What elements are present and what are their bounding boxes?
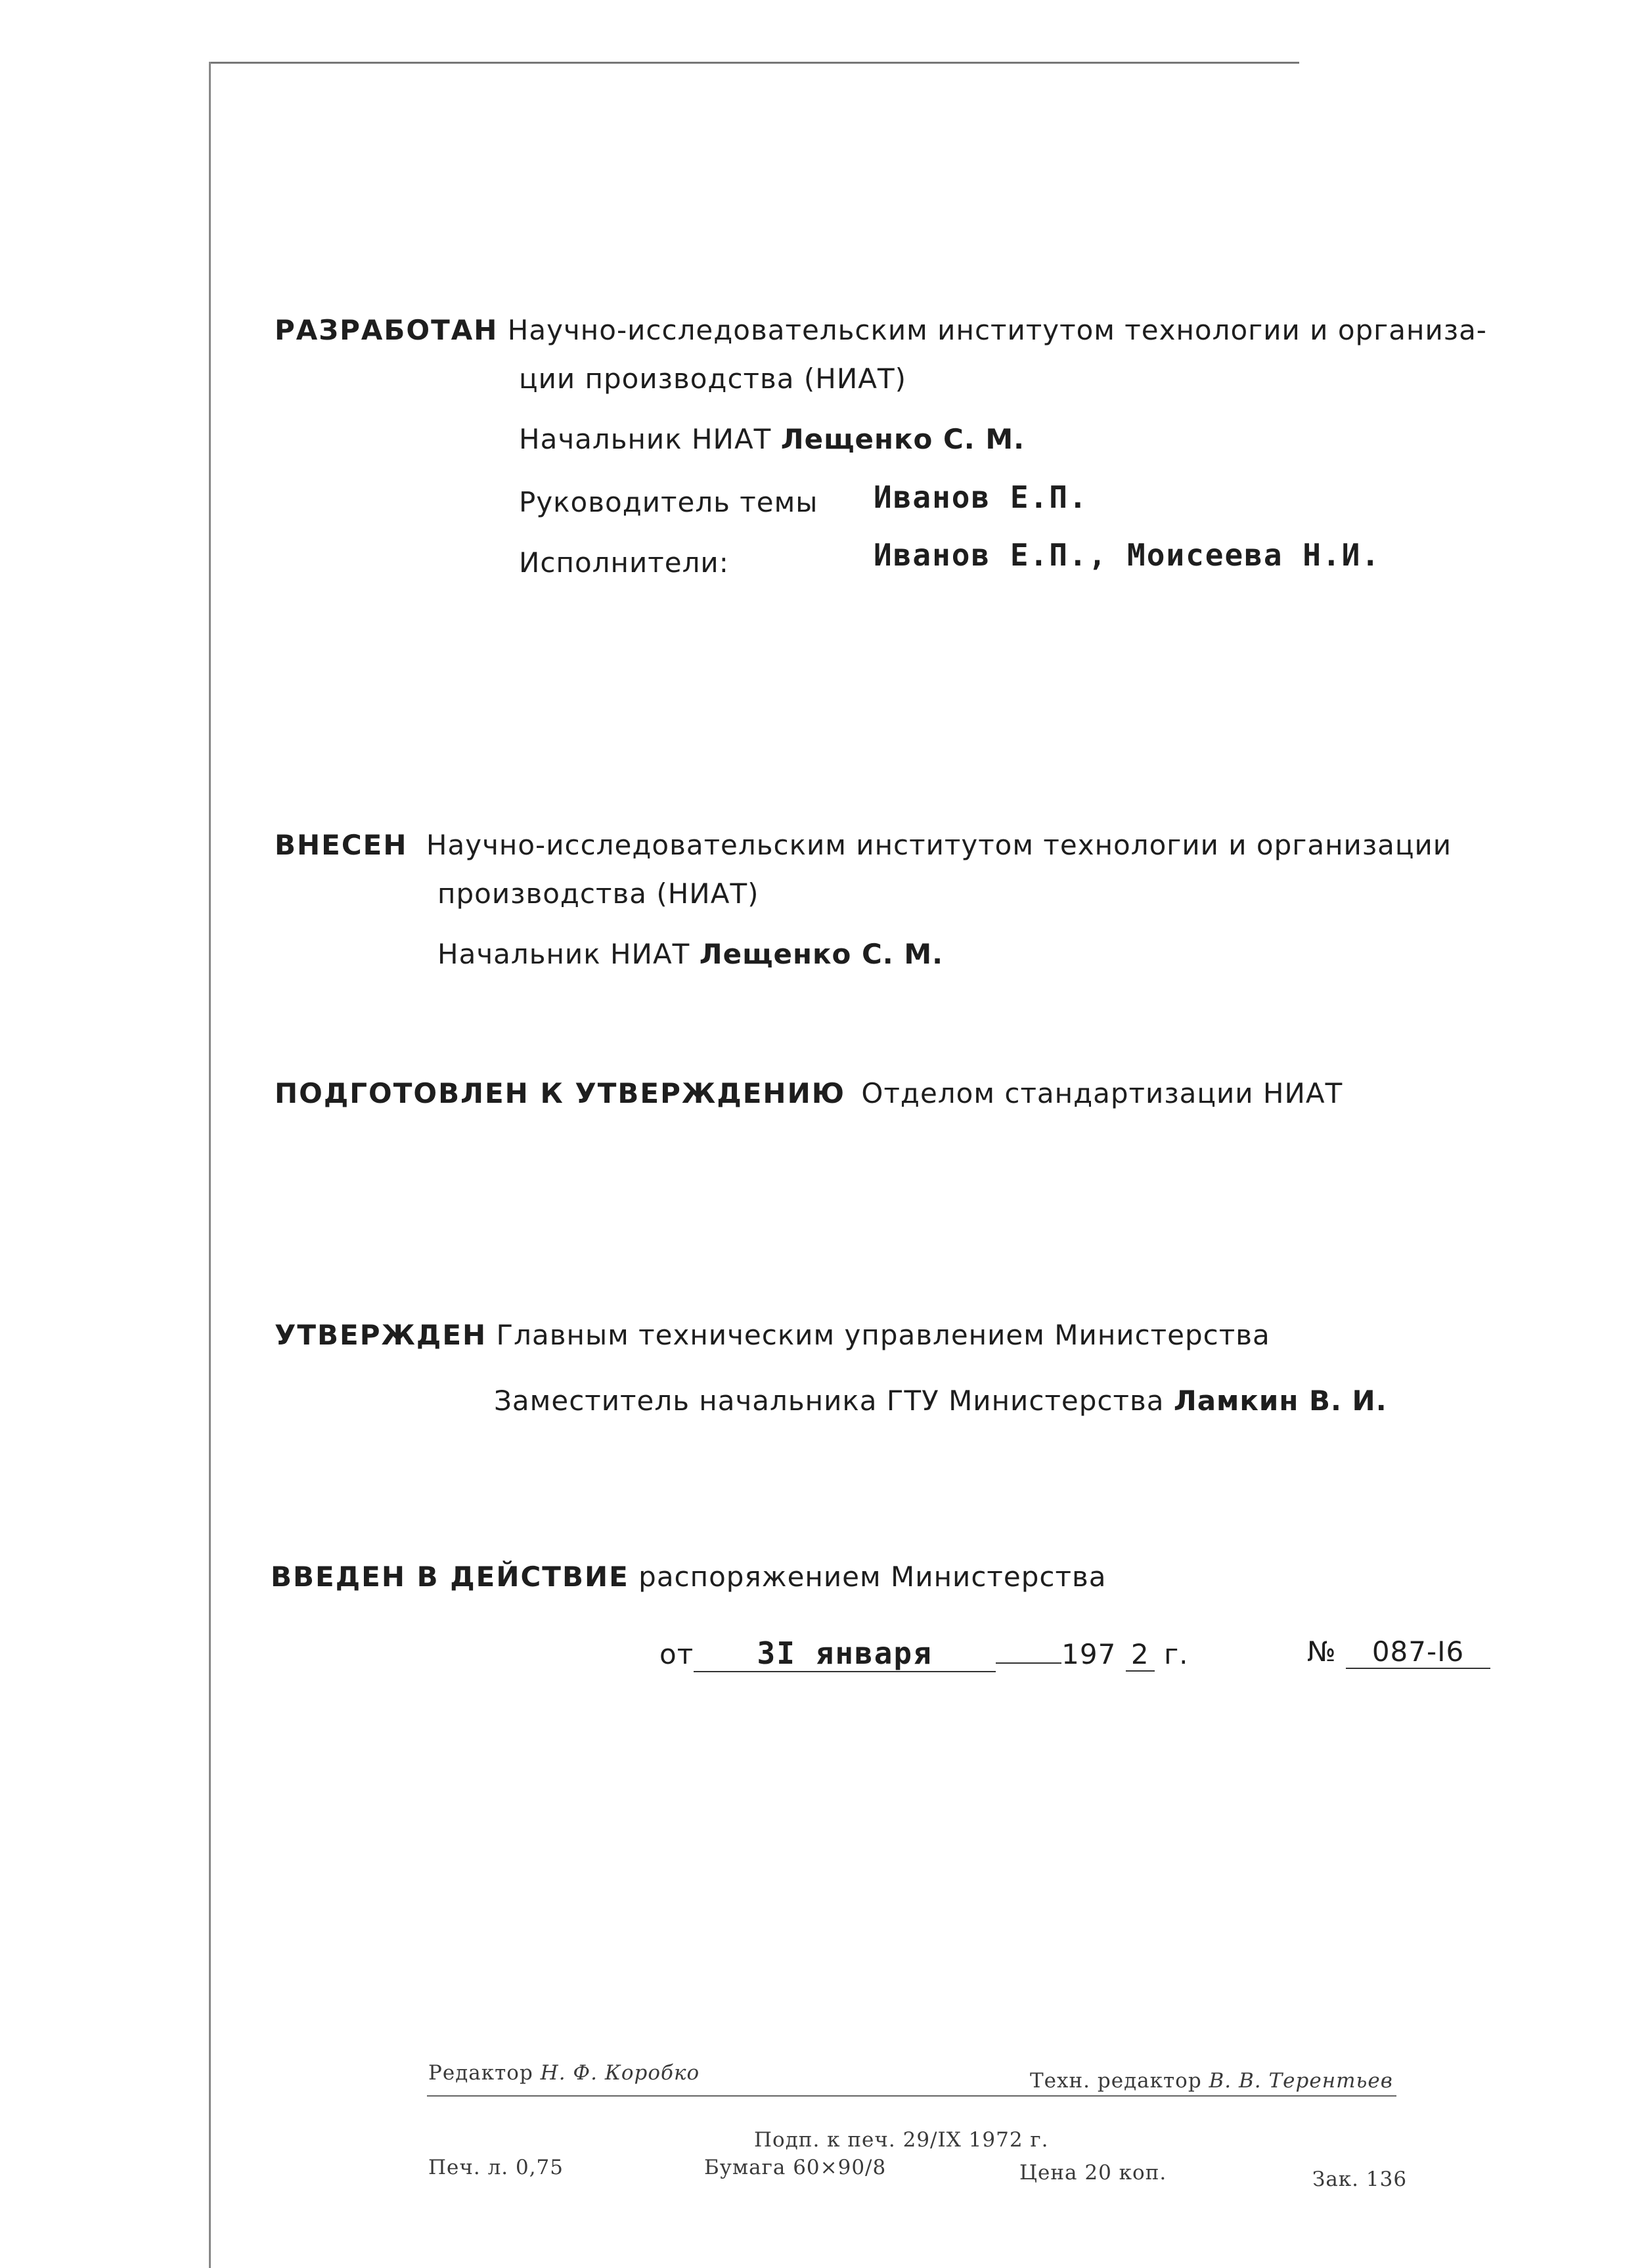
imprint-order: Зак. 136 [1312,2168,1408,2191]
razrabotan-text-line-1: Научно-исследовательским институтом технологии и организа- [507,314,1487,346]
vveden-date-blank [996,1662,1061,1664]
vnesen-chief-name: Лещенко С. М. [699,938,944,970]
imprint-tech-editor [1030,2069,1393,2093]
vnesen-text-line-2: производства (НИАТ) [437,878,759,910]
vnesen-label: ВНЕСЕН [275,829,408,861]
razrabotan-lead-label: Руководитель темы [519,486,818,518]
utverzhden-line [275,1319,1270,1351]
vveden-number-label: № [1307,1635,1337,1668]
imprint-tech-editor-name: В. В. Терентьев [1209,2069,1393,2093]
vveden-line [271,1561,1106,1593]
utverzhden-deputy-name: Ламкин В. И. [1173,1385,1387,1417]
vveden-label: ВВЕДЕН В ДЕЙСТВИЕ [271,1561,629,1593]
vveden-year-suffix: г. [1164,1638,1189,1670]
razrabotan-label: РАЗРАБОТАН [275,314,499,346]
utverzhden-deputy-prefix: Заместитель начальника ГТУ Министерства [494,1385,1165,1417]
imprint-editor-name: Н. Ф. Коробко [540,2061,700,2085]
vnesen-chief [437,938,943,970]
vveden-number-value: 087-I6 [1346,1635,1490,1669]
vveden-year-prefix: 197 [1061,1638,1117,1670]
vveden-year-digit: 2 [1126,1638,1155,1672]
top-border-rule [209,62,1299,64]
vnesen-line-1 [275,829,1452,861]
utverzhden-deputy [494,1385,1387,1417]
imprint-sheets: Печ. л. 0,75 [428,2156,564,2179]
imprint-price: Цена 20 коп. [1019,2161,1167,2185]
vnesen-text-line-1: Научно-исследовательским институтом технологии и организации [426,829,1452,861]
razrabotan-text-line-2: ции производства (НИАТ) [519,363,907,395]
left-border-rule [209,62,211,2268]
podgotovlen-line [275,1077,1343,1109]
imprint-editor-label: Редактор [428,2061,533,2085]
vveden-date-day: 3I января [694,1635,996,1672]
vveden-number-line [1307,1635,1490,1669]
imprint-signed: Подп. к печ. 29/IX 1972 г. [754,2128,1049,2152]
razrabotan-line-1 [275,314,1487,346]
vveden-date-line [659,1635,1188,1672]
razrabotan-exec-label: Исполнители: [519,546,729,579]
vveden-text: распоряжением Министерства [638,1561,1107,1593]
razrabotan-exec-names: Иванов Е.П., Моисеева Н.И. [874,537,1381,573]
podgotovlen-label: ПОДГОТОВЛЕН К УТВЕРЖДЕНИЮ [275,1077,846,1109]
razrabotan-lead-name: Иванов Е.П. [874,479,1088,515]
razrabotan-chief [519,423,1025,455]
imprint-paper: Бумага 60×90/8 [704,2156,887,2179]
utverzhden-label: УТВЕРЖДЕН [275,1319,487,1351]
razrabotan-chief-prefix: Начальник НИАТ [519,423,772,455]
imprint-tech-editor-label: Техн. редактор [1030,2069,1202,2093]
utverzhden-text: Главным техническим управлением Министерства [496,1319,1270,1351]
vnesen-chief-prefix: Начальник НИАТ [437,938,690,970]
podgotovlen-text: Отделом стандартизации НИАТ [861,1077,1343,1109]
imprint-editor [428,2061,700,2085]
razrabotan-chief-name: Лещенко С. М. [780,423,1025,455]
vveden-from-label: от [659,1638,694,1670]
imprint-divider [427,2095,1396,2097]
